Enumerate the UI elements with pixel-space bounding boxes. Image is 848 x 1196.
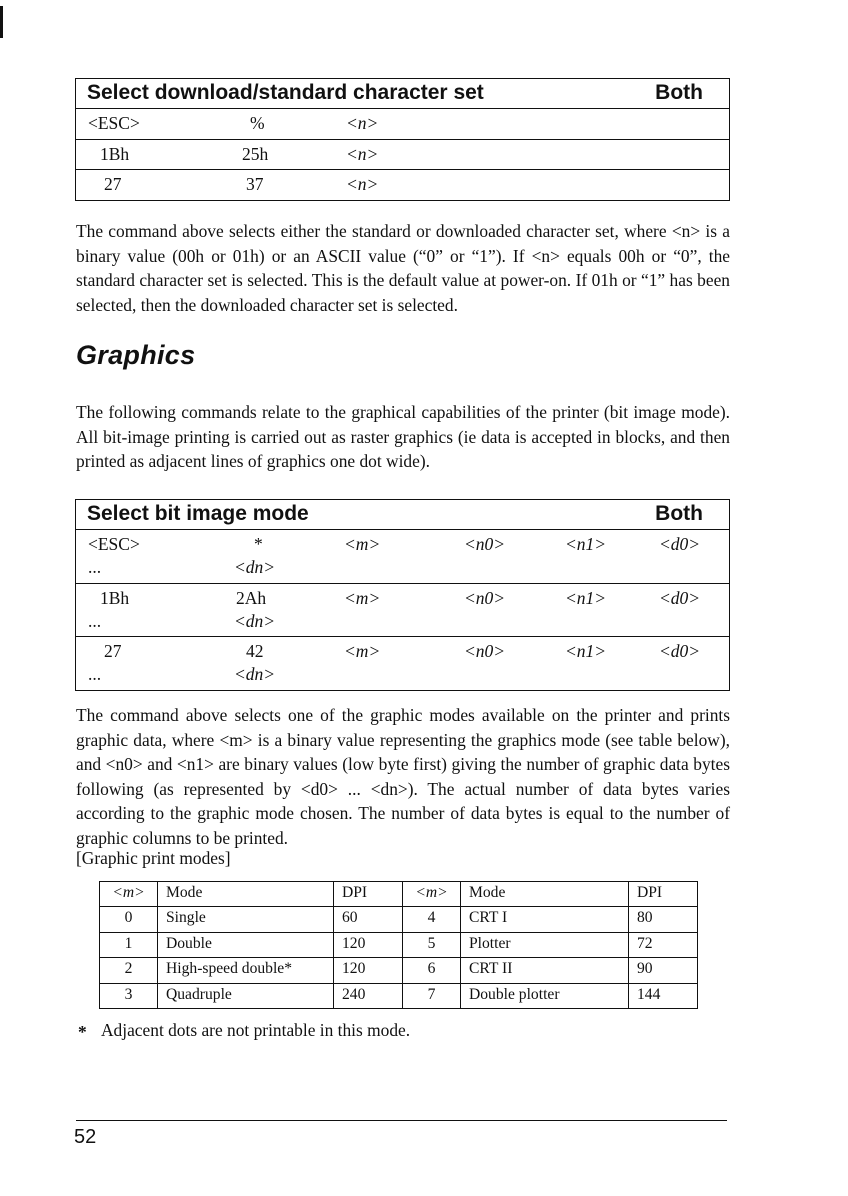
command-cell: <n0> (464, 534, 506, 554)
table-cell: 72 (629, 932, 698, 957)
command-cell: ... (88, 557, 102, 577)
table-header-cell: Mode (158, 882, 334, 907)
command-cell: 27 (104, 641, 122, 661)
command-cell: % (250, 113, 265, 133)
command-cell: <m> (344, 641, 381, 661)
bitimage-command-title: Select bit image mode (87, 502, 309, 525)
page-edge-mark (0, 6, 3, 38)
command-cell: <n> (346, 144, 379, 164)
command-cell: ... (88, 664, 102, 684)
table-header-cell: <m> (100, 882, 158, 907)
table-header-cell: <m> (403, 882, 461, 907)
table-cell: 120 (334, 932, 403, 957)
command-cell: <d0> (659, 534, 701, 554)
section-heading: Graphics (76, 340, 196, 370)
table-cell: 240 (334, 983, 403, 1008)
table-row (100, 958, 698, 983)
table-cell: 144 (629, 983, 698, 1008)
table-header-cell: DPI (629, 882, 698, 907)
command-cell: <n1> (565, 641, 607, 661)
charset-description: The command above selects either the standard or downloaded character set, where <n> is a binary value (00h or 01h) or an ASCII value (“0” or “1”). If <n> equals 00h or “0”, the standard character set is selected. This is the default value at power-on. If 01h or “1” has been selected, then the downloaded character set is selected. (76, 221, 730, 315)
bitimage-command-box (75, 499, 730, 691)
command-cell: <n> (346, 174, 379, 194)
footnote-text: Adjacent dots are not printable in this mode. (101, 1020, 411, 1040)
table-cell: CRT II (461, 958, 629, 983)
table-cell: 90 (629, 958, 698, 983)
table-cell: 60 (334, 907, 403, 932)
footer-rule (76, 1120, 727, 1121)
table-cell: 1 (100, 932, 158, 957)
bitimage-description: The command above selects one of the graphic modes available on the printer and prints graphic data, where <m> is a binary value representing the graphics mode (see table below), and <n0> and <n1> are binary values (low byte first) giving the number of graphic data bytes following (as represented by <d0> ... <dn>). The actual number of data bytes varies according to the graphic mode chosen. The number of data bytes is equal to the number of graphic columns to be printed. (76, 705, 730, 848)
page-number: 52 (74, 1126, 97, 1148)
command-cell: <n1> (565, 588, 607, 608)
command-cell: 37 (246, 174, 264, 194)
command-row (76, 170, 729, 200)
command-row (76, 140, 729, 170)
command-cell: <n1> (565, 534, 607, 554)
charset-command-mode: Both (655, 81, 703, 104)
charset-command-header (76, 79, 729, 109)
modes-caption: [Graphic print modes] (76, 848, 231, 868)
table-cell: 2 (100, 958, 158, 983)
graphic-modes-table (99, 881, 698, 1009)
table-row (100, 907, 698, 932)
table-header-row (100, 882, 698, 907)
table-cell: 3 (100, 983, 158, 1008)
table-cell: Double plotter (461, 983, 629, 1008)
command-row (76, 584, 729, 637)
command-cell: 27 (104, 174, 122, 194)
command-cell: <dn> (234, 611, 276, 631)
table-cell: Plotter (461, 932, 629, 957)
table-header-cell: DPI (334, 882, 403, 907)
bitimage-command-mode: Both (655, 502, 703, 525)
table-cell: 120 (334, 958, 403, 983)
command-cell: <n0> (464, 641, 506, 661)
command-cell: ... (88, 611, 102, 631)
table-cell: 7 (403, 983, 461, 1008)
table-cell: High-speed double* (158, 958, 334, 983)
command-cell: <ESC> (88, 113, 140, 133)
command-cell: 1Bh (100, 588, 130, 608)
command-cell: <m> (344, 588, 381, 608)
footnote-marker: * (78, 1022, 87, 1042)
table-cell: Double (158, 932, 334, 957)
table-cell: Quadruple (158, 983, 334, 1008)
table-cell: Single (158, 907, 334, 932)
table-cell: 5 (403, 932, 461, 957)
command-cell: 1Bh (100, 144, 130, 164)
charset-command-title: Select download/standard character set (87, 81, 484, 104)
table-row (100, 983, 698, 1008)
command-cell: 25h (242, 144, 269, 164)
command-cell: <dn> (234, 664, 276, 684)
table-cell: 0 (100, 907, 158, 932)
table-row (100, 932, 698, 957)
command-cell: * (254, 534, 263, 554)
table-header-cell: Mode (461, 882, 629, 907)
table-cell: 6 (403, 958, 461, 983)
command-row (76, 637, 729, 690)
command-cell: 42 (246, 641, 264, 661)
graphics-intro: The following commands relate to the graphical capabilities of the printer (bit image mode). All bit-image printing is carried out as raster graphics (ie data is accepted in blocks, and then printed as adjacent lines of graphics one dot wide). (76, 402, 730, 472)
command-cell: <dn> (234, 557, 276, 577)
command-cell: <d0> (659, 588, 701, 608)
bitimage-command-header (76, 500, 729, 530)
table-cell: CRT I (461, 907, 629, 932)
command-row (76, 109, 729, 140)
command-cell: <ESC> (88, 534, 140, 554)
command-cell: 2Ah (236, 588, 267, 608)
command-cell: <d0> (659, 641, 701, 661)
command-cell: <n0> (464, 588, 506, 608)
charset-command-box (75, 78, 730, 201)
table-cell: 80 (629, 907, 698, 932)
command-cell: <n> (346, 113, 379, 133)
command-cell: <m> (344, 534, 381, 554)
command-row (76, 530, 729, 584)
table-cell: 4 (403, 907, 461, 932)
